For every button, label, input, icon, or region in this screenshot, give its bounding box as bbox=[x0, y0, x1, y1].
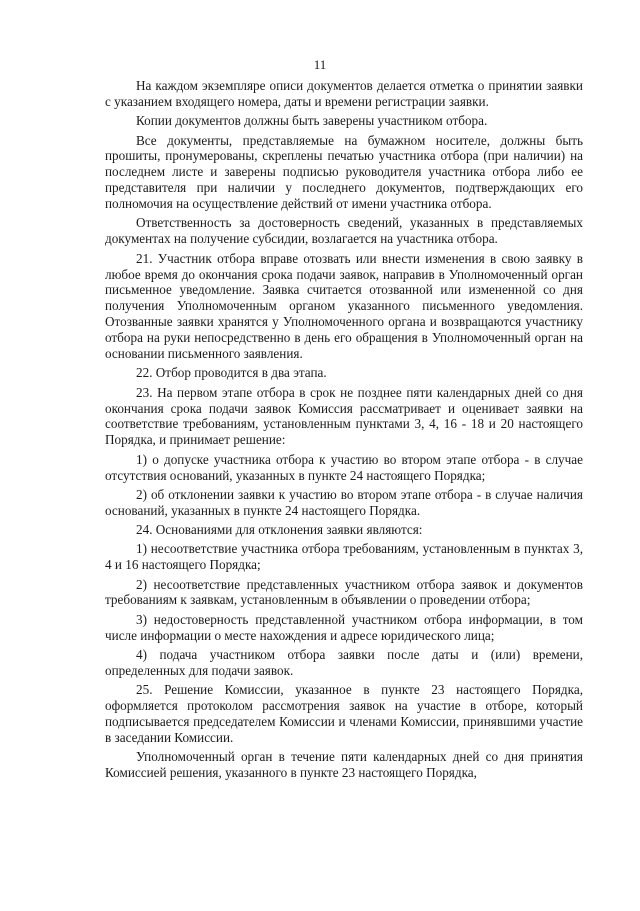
paragraph-22-two-stages: 22. Отбор проводится в два этапа. bbox=[136, 365, 327, 381]
paragraph-23-first-stage: 23. На первом этапе отбора в срок не позднее пяти календарных дней со дня окончания срока подачи заявок Комиссия рассматривает и оценивает заявки на соответствие требованиям, установленным пунктами 3, 4, 16 - 18 и 20 настоящего Порядка, и принимает решение: bbox=[105, 384, 583, 448]
paragraph-21-withdrawal: 21. Участник отбора вправе отозвать или внести изменения в свою заявку в любое время до окончания срока подачи заявок, направив в Уполномоченный орган письменное уведомление. Заявка считается отозванной или измененной со дня получения Уполномоченным органом указанного письменного уведомления. Отозванные заявки хранятся у Уполномоченного органа и возвращаются участнику отбора на руки непосредственно в день его обращения в Уполномоченный орган на основании письменного заявления. bbox=[105, 250, 583, 362]
paragraph-responsibility: Ответственность за достоверность сведений, указанных в представляемых документах на получение субсидии, возлагается на участника отбора. bbox=[105, 215, 583, 247]
page-number: 11 bbox=[313, 57, 327, 72]
paragraph-24-grounds: 24. Основаниями для отклонения заявки являются: bbox=[136, 522, 423, 538]
paragraph-23-item-1: 1) о допуске участника отбора к участию во втором этапе отбора - в случае отсутствия оснований, указанных в пункте 24 настоящего Порядка; bbox=[105, 451, 583, 483]
paragraph-23-item-2: 2) об отклонении заявки к участию во втором этапе отбора - в случае наличия оснований, указанных в пункте 24 настоящего Порядка. bbox=[105, 486, 583, 518]
paragraph-receipt-mark: На каждом экземпляре описи документов делается отметка о принятии заявки с указанием входящего номера, даты и времени регистрации заявки. bbox=[105, 78, 583, 109]
paragraph-authorized-body: Уполномоченный орган в течение пяти календарных дней со дня принятия Комиссией решения, указанного в пункте 23 настоящего Порядка, bbox=[105, 749, 583, 781]
paragraph-24-item-1: 1) несоответствие участника отбора требованиям, установленным в пунктах 3, 4 и 16 настоящего Порядка; bbox=[105, 541, 583, 573]
paragraph-24-item-3: 3) недостоверность представленной участником отбора информации, в том числе информации о месте нахождения и адресе юридического лица; bbox=[105, 611, 583, 643]
document-body bbox=[105, 78, 583, 784]
paragraph-paper-documents: Все документы, представляемые на бумажном носителе, должны быть прошиты, пронумерованы, скреплены печатью участника отбора (при наличии) на последнем листе и заверены подписью руководителя участника отбора либо ее представителя при наличии у последнего документов, подтверждающих его полномочия на осуществление действий от имени участника отбора. bbox=[105, 132, 583, 212]
paragraph-24-item-4: 4) подача участником отбора заявки после даты и (или) времени, определенных для подачи заявок. bbox=[105, 646, 583, 678]
paragraph-24-item-2: 2) несоответствие представленных участником отбора заявок и документов требованиям к заявкам, установленным в объявлении о проведении отбора; bbox=[105, 576, 583, 608]
paragraph-copies-certified: Копии документов должны быть заверены участником отбора. bbox=[136, 113, 488, 129]
paragraph-25-decision: 25. Решение Комиссии, указанное в пункте 23 настоящего Порядка, оформляется протоколом рассмотрения заявок на участие в отборе, который подписывается председателем Комиссии и членами Комиссии, принявшими участие в заседании Комиссии. bbox=[105, 682, 583, 745]
